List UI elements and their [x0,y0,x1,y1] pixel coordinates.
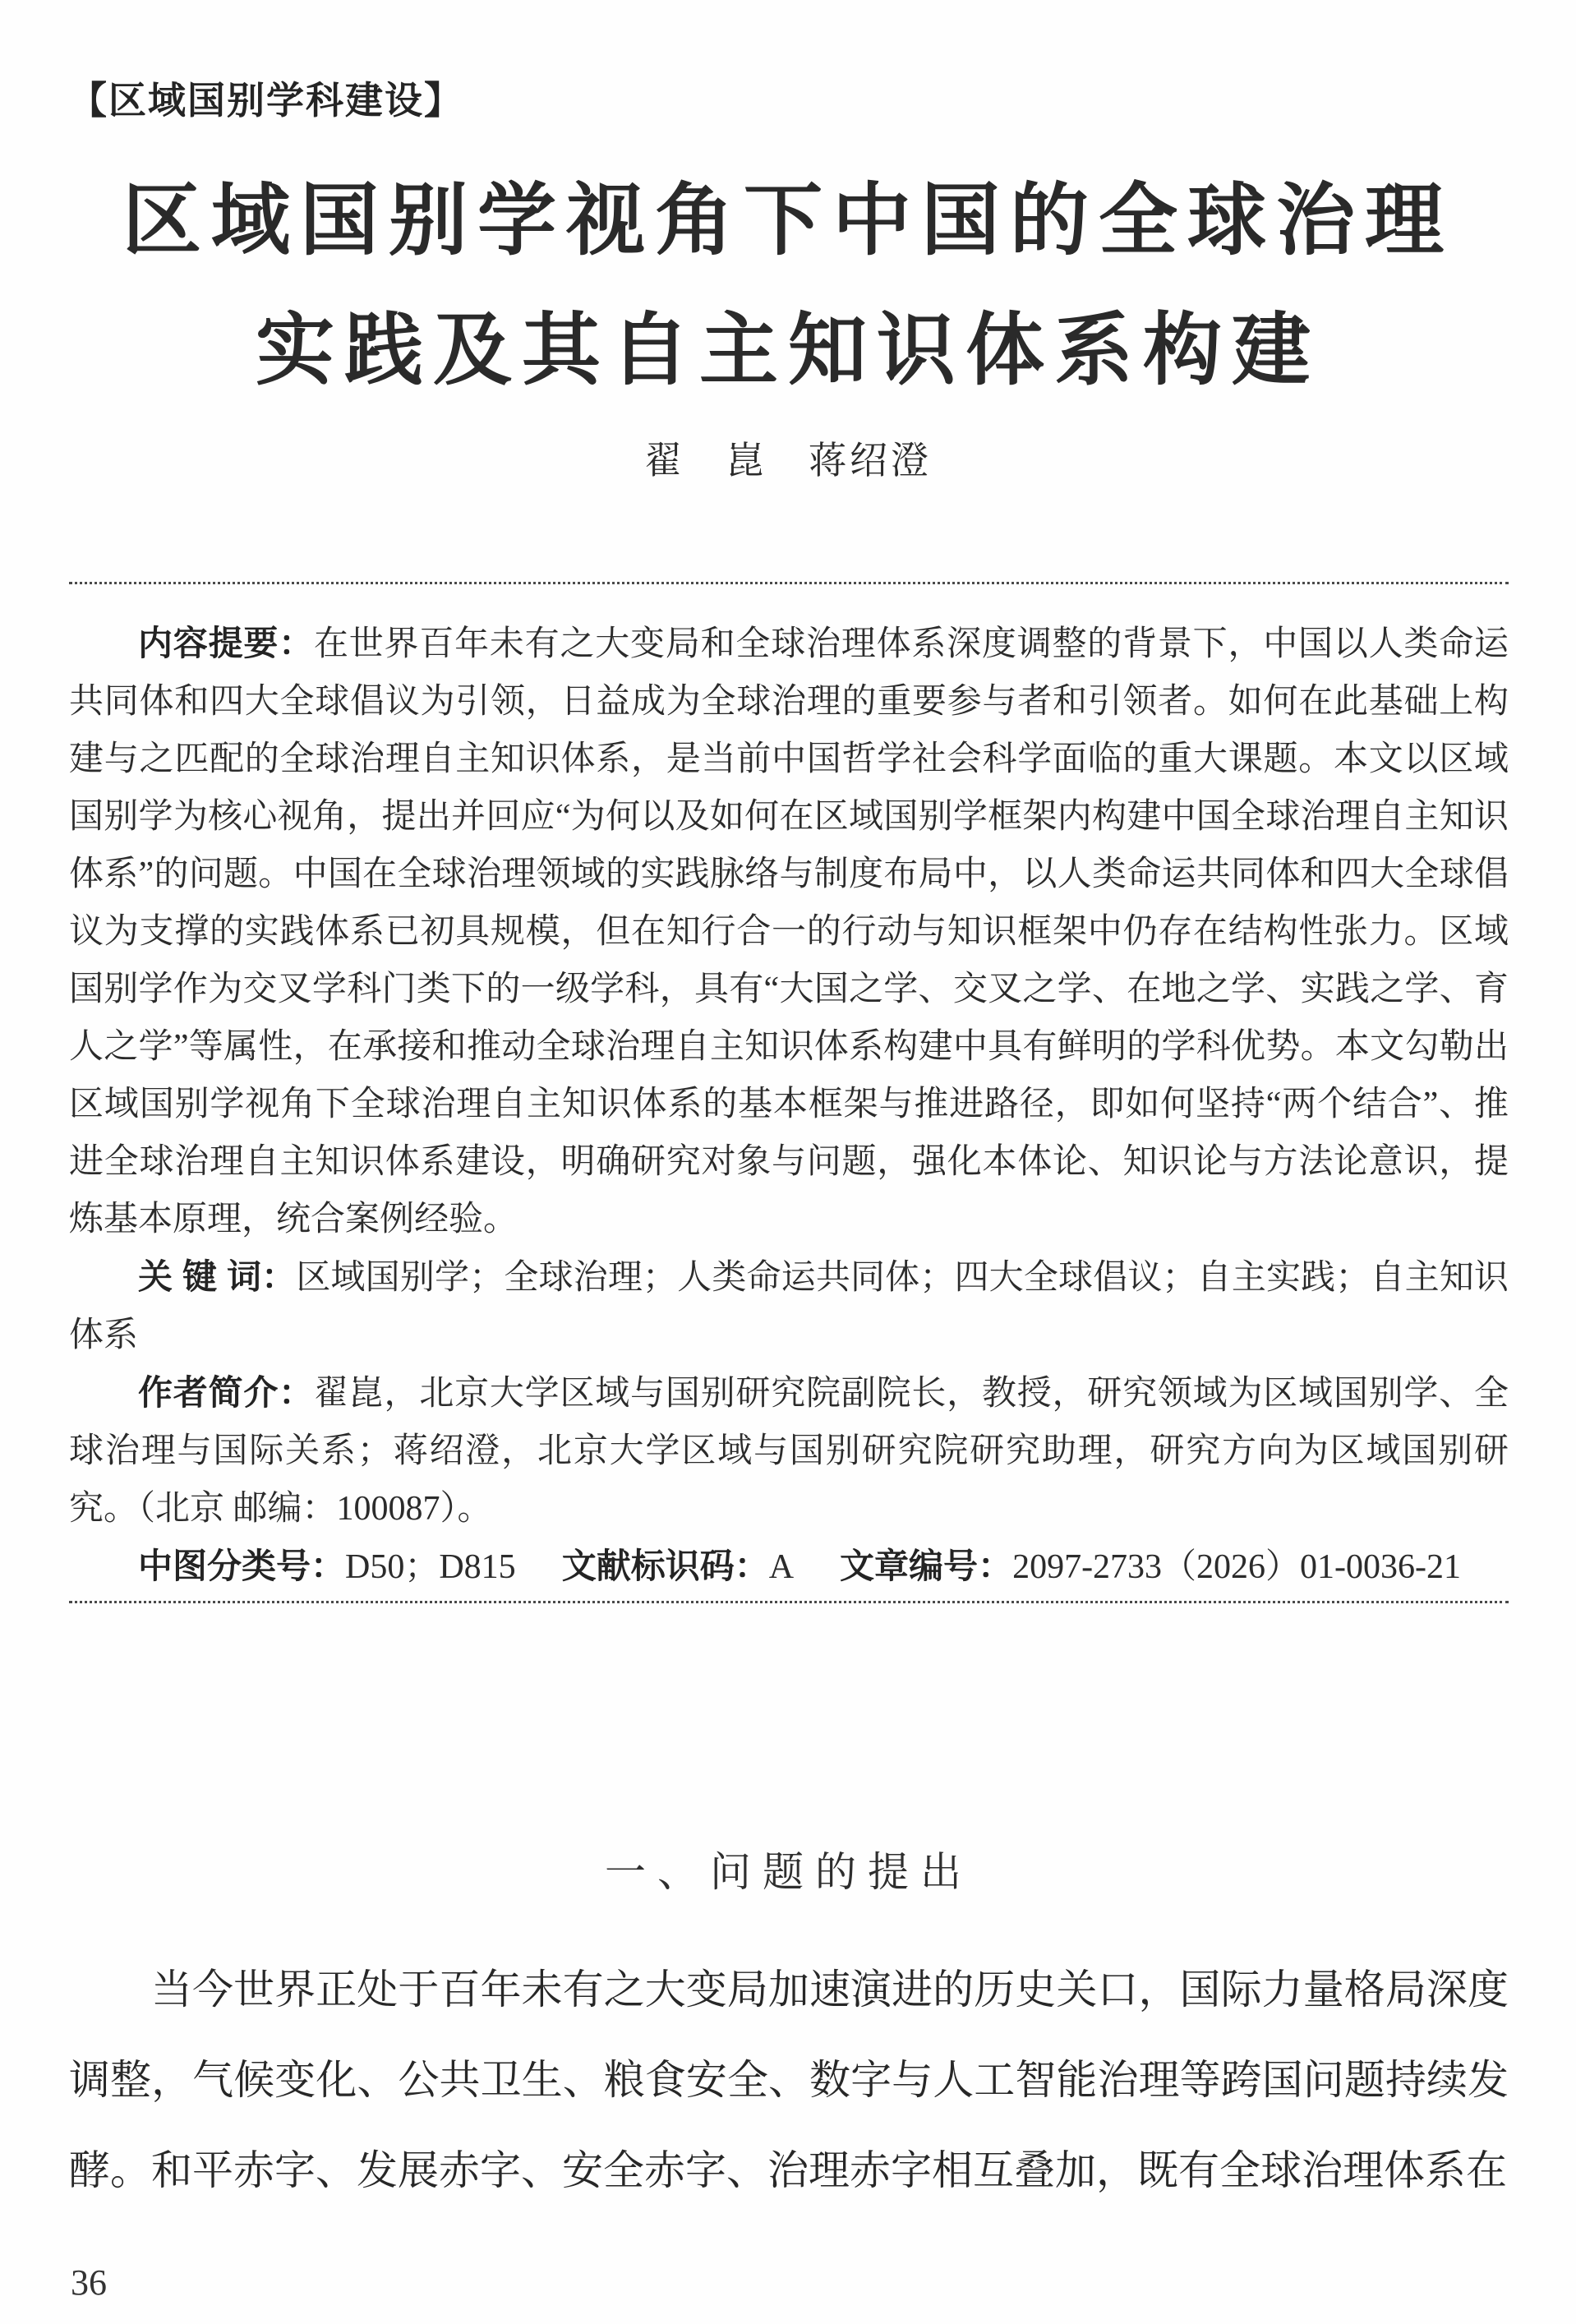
author-names: 翟 崑 蒋绍澄 [644,440,932,482]
body-paragraph-1: 当今世界正处于百年未有之大变局加速演进的历史关口，国际力量格局深度调整，气候变化、公共卫生、粮食安全、数字与人工智能治理等跨国问题持续发酵。和平赤字、发展赤字、安全赤字、治理赤字相互叠加，既有全球治理体系在 [69,1967,1509,2193]
author-bio-text: 翟崑，北京大学区域与国别研究院副院长，教授，研究领域为区域国别学、全球治理与国际关系；蒋绍澄，北京大学区域与国别研究院研究助理，研究方向为区域国别研究。（北京 邮编：100087）。 [69,1375,1509,1528]
clc-number-value: D50；D815 [345,1548,516,1586]
article-id-value: 2097-2733（2026）01-0036-21 [1012,1548,1462,1586]
abstract-text: 在世界百年未有之大变局和全球治理体系深度调整的背景下，中国以人类命运共同体和四大全球倡议为引领，日益成为全球治理的重要参与者和引领者。如何在此基础上构建与之匹配的全球治理自主知识体系，是当前中国哲学社会科学面临的重大课题。本文以区域国别学为核心视角，提出并回应“为何以及如何在区域国别学框架内构建中国全球治理自主知识体系”的问题。中国在全球治理领域的实践脉络与制度布局中，以人类命运共同体和四大全球倡议为支撑的实践体系已初具规模，但在知行合一的行动与知识框架中仍存在结构性张力。区域国别学作为交叉学科门类下的一级学科，具有“大国之学、交叉之学、在地之学、实践之学、育人之学”等属性，在承接和推动全球治理自主知识体系构建中具有鲜明的学科优势。本文勾勒出区域国别学视角下全球治理自主知识体系的基本框架与推进路径，即如何坚持“两个结合”、推进全球治理自主知识体系建设，明确研究对象与问题，强化本体论、知识论与方法论意识，提炼基本原理，统合案例经验。 [69,625,1509,1238]
column-category-label: 【区域国别学科建设】 [69,79,463,122]
keywords-label: 关 键 词： [138,1257,297,1296]
dotted-divider-bottom [69,1601,1509,1603]
keywords-paragraph [69,1248,1509,1364]
document-code-label: 文献标识码： [561,1547,769,1585]
author-bio-paragraph [69,1364,1509,1538]
section-heading-1: 一、问题的提出 [605,1849,973,1895]
page-number: 36 [71,2262,107,2303]
article-title-line-2: 实践及其自主知识体系构建 [256,307,1320,394]
clc-number-label: 中图分类号： [138,1547,346,1585]
author-bio-label: 作者简介： [138,1373,314,1412]
article-id-label: 文章编号： [840,1547,1013,1585]
keywords-text: 区域国别学；全球治理；人类命运共同体；四大全球倡议；自主实践；自主知识体系 [69,1259,1509,1354]
abstract-paragraph [69,615,1509,1248]
article-title-line-1: 区域国别学视角下中国的全球治理 [122,177,1454,265]
classification-line [69,1538,1509,1596]
abstract-label: 内容提要： [138,624,314,662]
front-matter-block [69,615,1509,1596]
document-code-value: A [768,1548,795,1586]
dotted-divider-top [69,582,1509,584]
